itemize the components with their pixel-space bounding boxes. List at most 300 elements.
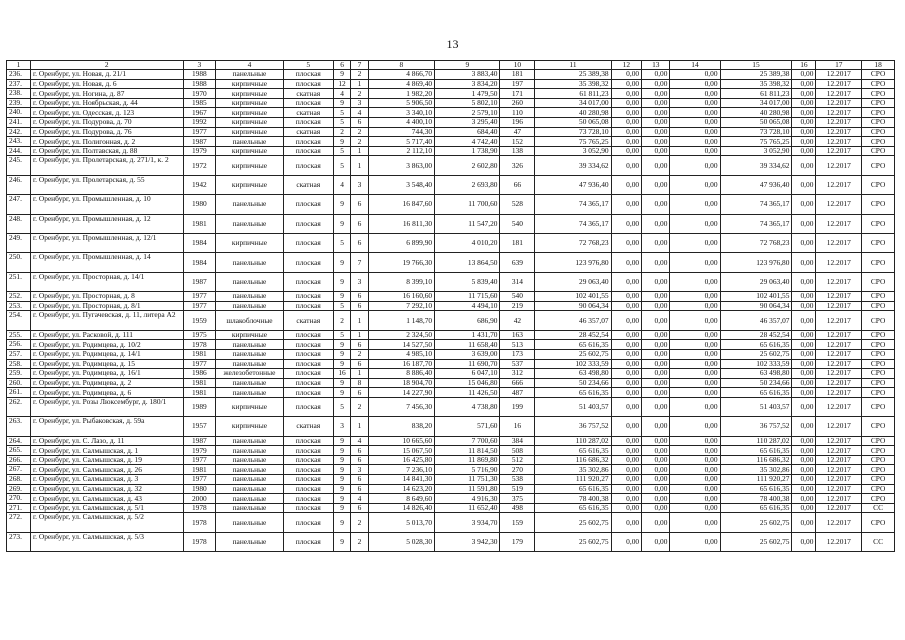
- table-cell: 0,00: [792, 311, 816, 330]
- table-cell: 75 765,25: [535, 137, 611, 147]
- table-cell: 0,00: [611, 359, 642, 369]
- address-cell: г. Оренбург, ул. Новая, д. 6: [30, 79, 183, 89]
- table-cell: 1981: [183, 349, 216, 359]
- table-cell: 0,00: [670, 388, 720, 398]
- table-cell: 0,00: [670, 89, 720, 99]
- row-number-cell: 249.: [7, 234, 31, 253]
- table-cell: 5: [333, 330, 350, 340]
- table-cell: 1977: [183, 475, 216, 485]
- table-cell: панельные: [216, 359, 284, 369]
- table-cell: 25 602,75: [720, 349, 792, 359]
- table-row: [7, 195, 895, 214]
- table-cell: железобетонные: [216, 369, 284, 379]
- table-cell: 0,00: [611, 214, 642, 233]
- table-cell: 11 814,50: [435, 446, 500, 456]
- table-cell: 0,00: [642, 137, 670, 147]
- table-cell: 4: [351, 494, 368, 504]
- table-cell: 9: [333, 436, 350, 446]
- table-cell: 0,00: [642, 70, 670, 80]
- table-cell: СРО: [862, 349, 895, 359]
- table-cell: 0,00: [611, 465, 642, 475]
- table-cell: 0,00: [670, 146, 720, 156]
- table-cell: 639: [500, 253, 535, 272]
- table-cell: 12.2017: [816, 436, 862, 446]
- table-cell: 0,00: [792, 340, 816, 350]
- table-cell: 25 389,38: [720, 70, 792, 80]
- table-cell: СРО: [862, 465, 895, 475]
- table-cell: панельные: [216, 253, 284, 272]
- table-cell: 219: [500, 301, 535, 311]
- address-cell: г. Оренбург, ул. Пролетарская, д. 271/1, к. 2: [30, 156, 183, 175]
- table-cell: 0,00: [792, 272, 816, 291]
- table-cell: 2: [351, 70, 368, 80]
- table-cell: 2 579,10: [435, 108, 500, 118]
- table-cell: 6: [351, 340, 368, 350]
- table-cell: 11 652,40: [435, 503, 500, 513]
- table-cell: плоская: [283, 70, 333, 80]
- table-cell: 25 602,75: [535, 532, 611, 551]
- table-cell: 123 976,80: [535, 253, 611, 272]
- table-cell: 12.2017: [816, 118, 862, 128]
- table-cell: 1 982,20: [368, 89, 434, 99]
- table-row: [7, 369, 895, 379]
- table-cell: 116 686,32: [535, 455, 611, 465]
- table-cell: 0,00: [670, 513, 720, 532]
- table-row: [7, 214, 895, 233]
- table-cell: 519: [500, 484, 535, 494]
- table-cell: СРО: [862, 292, 895, 302]
- table-cell: 10 665,60: [368, 436, 434, 446]
- table-cell: плоская: [283, 378, 333, 388]
- row-number-cell: 248.: [7, 214, 31, 233]
- table-cell: 2 324,50: [368, 330, 434, 340]
- table-cell: 12.2017: [816, 301, 862, 311]
- table-cell: 6: [351, 484, 368, 494]
- table-cell: 11 658,40: [435, 340, 500, 350]
- table-cell: 0,00: [642, 311, 670, 330]
- table-cell: 0,00: [670, 378, 720, 388]
- table-cell: 3 548,40: [368, 175, 434, 194]
- table-cell: СРО: [862, 175, 895, 194]
- table-cell: 0,00: [792, 446, 816, 456]
- table-cell: 12.2017: [816, 127, 862, 137]
- table-cell: 270: [500, 465, 535, 475]
- table-cell: 0,00: [792, 98, 816, 108]
- table-cell: 0,00: [670, 175, 720, 194]
- address-cell: г. Оренбург, ул. Рыбаковская, д. 59а: [30, 417, 183, 436]
- table-cell: плоская: [283, 330, 333, 340]
- table-cell: 0,00: [642, 446, 670, 456]
- table-cell: 2 693,80: [435, 175, 500, 194]
- table-cell: 29 063,40: [720, 272, 792, 291]
- table-cell: 12.2017: [816, 272, 862, 291]
- table-cell: 9: [333, 388, 350, 398]
- table-cell: 0,00: [792, 475, 816, 485]
- table-cell: 12.2017: [816, 311, 862, 330]
- table-row: [7, 272, 895, 291]
- address-cell: г. Оренбург, ул. Салмышская, д. 32: [30, 484, 183, 494]
- table-cell: 28 452,54: [720, 330, 792, 340]
- table-cell: 0,00: [642, 388, 670, 398]
- table-cell: 171: [500, 89, 535, 99]
- table-cell: 9: [333, 378, 350, 388]
- table-cell: 8 649,60: [368, 494, 434, 504]
- table-cell: 0,00: [670, 137, 720, 147]
- table-cell: 3 052,90: [720, 146, 792, 156]
- row-number-cell: 265.: [7, 446, 31, 456]
- table-cell: 9: [333, 359, 350, 369]
- table-cell: 4 742,40: [435, 137, 500, 147]
- table-cell: СРО: [862, 494, 895, 504]
- table-cell: 159: [500, 513, 535, 532]
- table-cell: плоская: [283, 494, 333, 504]
- table-cell: 74 365,17: [535, 214, 611, 233]
- row-number-cell: 252.: [7, 292, 31, 302]
- table-cell: панельные: [216, 532, 284, 551]
- table-cell: 16 847,60: [368, 195, 434, 214]
- table-cell: 15 067,50: [368, 446, 434, 456]
- row-number-cell: 240.: [7, 108, 31, 118]
- table-row: [7, 79, 895, 89]
- table-cell: 102 401,55: [535, 292, 611, 302]
- column-number-row: [7, 61, 895, 70]
- table-cell: панельные: [216, 446, 284, 456]
- table-cell: 40 280,98: [535, 108, 611, 118]
- table-cell: 0,00: [670, 484, 720, 494]
- table-cell: 29 063,40: [535, 272, 611, 291]
- table-cell: 4: [333, 175, 350, 194]
- table-cell: 0,00: [642, 146, 670, 156]
- table-cell: 3 340,10: [368, 108, 434, 118]
- table-cell: 12.2017: [816, 253, 862, 272]
- table-cell: 1: [351, 146, 368, 156]
- table-cell: 47 936,40: [535, 175, 611, 194]
- table-cell: 0,00: [670, 417, 720, 436]
- table-cell: 2: [351, 349, 368, 359]
- table-cell: 66: [500, 175, 535, 194]
- table-cell: панельные: [216, 272, 284, 291]
- table-cell: 0,00: [611, 301, 642, 311]
- table-cell: 0,00: [642, 108, 670, 118]
- table-cell: 314: [500, 272, 535, 291]
- table-cell: 51 403,57: [535, 397, 611, 416]
- table-cell: 111 920,27: [720, 475, 792, 485]
- table-cell: 9: [333, 503, 350, 513]
- table-cell: 9: [333, 195, 350, 214]
- table-cell: 12.2017: [816, 455, 862, 465]
- table-cell: 6: [351, 388, 368, 398]
- table-cell: 0,00: [792, 455, 816, 465]
- table-cell: СРО: [862, 436, 895, 446]
- table-cell: плоская: [283, 137, 333, 147]
- table-cell: кирпичные: [216, 146, 284, 156]
- row-number-cell: 264.: [7, 436, 31, 446]
- table-cell: 25 389,38: [535, 70, 611, 80]
- table-cell: 0,00: [642, 378, 670, 388]
- address-cell: г. Оренбург, ул. Подурова, д. 76: [30, 127, 183, 137]
- table-cell: панельные: [216, 455, 284, 465]
- table-cell: 0,00: [611, 532, 642, 551]
- table-cell: 540: [500, 292, 535, 302]
- table-cell: 0,00: [792, 494, 816, 504]
- table-cell: 61 811,23: [535, 89, 611, 99]
- table-cell: кирпичные: [216, 175, 284, 194]
- table-cell: плоская: [283, 455, 333, 465]
- table-cell: 1989: [183, 397, 216, 416]
- table-cell: 3 834,20: [435, 79, 500, 89]
- address-cell: г. Оренбург, ул. Ногина, д. 87: [30, 89, 183, 99]
- table-cell: СРО: [862, 330, 895, 340]
- table-cell: 0,00: [670, 272, 720, 291]
- table-row: [7, 253, 895, 272]
- table-cell: 2: [333, 311, 350, 330]
- table-cell: 1988: [183, 70, 216, 80]
- table-cell: 0,00: [792, 369, 816, 379]
- table-cell: СРО: [862, 127, 895, 137]
- table-cell: 65 616,35: [535, 340, 611, 350]
- table-cell: 14 841,30: [368, 475, 434, 485]
- address-cell: г. Оренбург, ул. Пролетарская, д. 55: [30, 175, 183, 194]
- table-cell: 1959: [183, 311, 216, 330]
- table-cell: 3: [333, 417, 350, 436]
- table-cell: 0,00: [670, 349, 720, 359]
- table-cell: плоская: [283, 146, 333, 156]
- table-cell: 12.2017: [816, 234, 862, 253]
- table-cell: 0,00: [670, 234, 720, 253]
- table-cell: 6: [351, 359, 368, 369]
- table-cell: 0,00: [792, 118, 816, 128]
- table-cell: СРО: [862, 118, 895, 128]
- table-cell: 0,00: [670, 330, 720, 340]
- table-row: [7, 446, 895, 456]
- table-cell: скатная: [283, 417, 333, 436]
- table-cell: 0,00: [611, 292, 642, 302]
- table-cell: 25 602,75: [720, 513, 792, 532]
- table-cell: 1977: [183, 359, 216, 369]
- table-cell: 0,00: [670, 156, 720, 175]
- table-cell: 25 602,75: [535, 349, 611, 359]
- table-cell: 11 751,30: [435, 475, 500, 485]
- table-cell: панельные: [216, 484, 284, 494]
- table-row: [7, 417, 895, 436]
- table-cell: 2: [351, 532, 368, 551]
- table-cell: 12.2017: [816, 98, 862, 108]
- table-row: [7, 465, 895, 475]
- table-cell: 0,00: [611, 175, 642, 194]
- table-cell: 0,00: [611, 253, 642, 272]
- table-cell: 0,00: [792, 532, 816, 551]
- table-cell: 42: [500, 311, 535, 330]
- table-cell: 65 616,35: [720, 503, 792, 513]
- table-cell: 0,00: [792, 330, 816, 340]
- table-cell: 0,00: [792, 137, 816, 147]
- table-cell: 8 399,10: [368, 272, 434, 291]
- table-cell: 5 839,40: [435, 272, 500, 291]
- table-cell: 6: [351, 446, 368, 456]
- table-row: [7, 494, 895, 504]
- table-cell: 0,00: [642, 484, 670, 494]
- table-cell: плоская: [283, 292, 333, 302]
- table-cell: 5: [333, 234, 350, 253]
- table-cell: 138: [500, 146, 535, 156]
- table-cell: 1 479,50: [435, 89, 500, 99]
- table-cell: 8: [351, 378, 368, 388]
- table-cell: 8 886,40: [368, 369, 434, 379]
- column-number: 2: [30, 61, 183, 70]
- table-cell: плоская: [283, 214, 333, 233]
- address-cell: г. Оренбург, ул. Родимцева, д. 10/2: [30, 340, 183, 350]
- table-cell: 46 357,07: [720, 311, 792, 330]
- table-cell: 0,00: [611, 494, 642, 504]
- table-cell: 0,00: [611, 330, 642, 340]
- table-cell: 4 738,80: [435, 397, 500, 416]
- column-number: 14: [670, 61, 720, 70]
- table-cell: 1977: [183, 455, 216, 465]
- table-cell: 12.2017: [816, 330, 862, 340]
- table-cell: 1942: [183, 175, 216, 194]
- table-cell: 0,00: [670, 436, 720, 446]
- table-row: [7, 137, 895, 147]
- table-cell: 0,00: [611, 475, 642, 485]
- table-cell: панельные: [216, 137, 284, 147]
- table-cell: 15 046,80: [435, 378, 500, 388]
- table-cell: 12.2017: [816, 465, 862, 475]
- table-cell: плоская: [283, 532, 333, 551]
- table-cell: 9: [333, 513, 350, 532]
- row-number-cell: 257.: [7, 349, 31, 359]
- table-cell: 9: [333, 484, 350, 494]
- address-cell: г. Оренбург, ул. Просторная, д. 8: [30, 292, 183, 302]
- table-cell: плоская: [283, 465, 333, 475]
- table-cell: 12.2017: [816, 397, 862, 416]
- table-cell: 0,00: [670, 70, 720, 80]
- table-cell: 74 365,17: [720, 214, 792, 233]
- table-cell: 512: [500, 455, 535, 465]
- table-cell: 3 942,30: [435, 532, 500, 551]
- table-row: [7, 349, 895, 359]
- table-cell: 12.2017: [816, 195, 862, 214]
- table-cell: 0,00: [642, 89, 670, 99]
- table-row: [7, 532, 895, 551]
- table-cell: 0,00: [792, 253, 816, 272]
- table-cell: 65 616,35: [535, 503, 611, 513]
- table-cell: 1979: [183, 146, 216, 156]
- table-cell: 11 700,60: [435, 195, 500, 214]
- table-cell: 0,00: [611, 98, 642, 108]
- row-number-cell: 242.: [7, 127, 31, 137]
- table-cell: кирпичные: [216, 79, 284, 89]
- table-cell: 5 802,10: [435, 98, 500, 108]
- table-cell: 11 426,50: [435, 388, 500, 398]
- table-cell: 40 280,98: [720, 108, 792, 118]
- table-cell: 3 639,00: [435, 349, 500, 359]
- table-cell: кирпичные: [216, 417, 284, 436]
- table-cell: 7 292,10: [368, 301, 434, 311]
- table-cell: 12.2017: [816, 417, 862, 436]
- table-cell: 1985: [183, 98, 216, 108]
- table-cell: панельные: [216, 340, 284, 350]
- table-cell: 0,00: [670, 301, 720, 311]
- table-cell: 0,00: [792, 503, 816, 513]
- table-cell: 537: [500, 359, 535, 369]
- table-cell: 4 494,10: [435, 301, 500, 311]
- table-row: [7, 311, 895, 330]
- table-cell: 1984: [183, 253, 216, 272]
- table-row: [7, 330, 895, 340]
- table-cell: 173: [500, 349, 535, 359]
- table-cell: СРО: [862, 369, 895, 379]
- table-cell: 34 017,00: [535, 98, 611, 108]
- table-cell: 3: [351, 175, 368, 194]
- table-cell: 0,00: [642, 513, 670, 532]
- row-number-cell: 236.: [7, 70, 31, 80]
- table-cell: скатная: [283, 175, 333, 194]
- table-cell: 0,00: [642, 397, 670, 416]
- table-cell: 78 400,38: [535, 494, 611, 504]
- table-cell: 0,00: [670, 475, 720, 485]
- row-number-cell: 245.: [7, 156, 31, 175]
- table-cell: 0,00: [611, 369, 642, 379]
- address-cell: г. Оренбург, ул. Салмышская, д. 19: [30, 455, 183, 465]
- table-cell: 528: [500, 195, 535, 214]
- table-cell: 90 064,34: [720, 301, 792, 311]
- table-cell: 163: [500, 330, 535, 340]
- table-cell: 12.2017: [816, 494, 862, 504]
- table-cell: 0,00: [611, 417, 642, 436]
- column-number: 17: [816, 61, 862, 70]
- table-cell: 513: [500, 340, 535, 350]
- table-cell: 0,00: [611, 436, 642, 446]
- table-cell: 50 234,66: [720, 378, 792, 388]
- row-number-cell: 258.: [7, 359, 31, 369]
- table-cell: 50 065,08: [720, 118, 792, 128]
- address-cell: г. Оренбург, ул. Полигонная, д. 2: [30, 137, 183, 147]
- table-cell: 0,00: [642, 340, 670, 350]
- table-cell: 90 064,34: [535, 301, 611, 311]
- table-cell: 12.2017: [816, 79, 862, 89]
- table-cell: СРО: [862, 388, 895, 398]
- table-cell: 0,00: [670, 494, 720, 504]
- table-cell: 12.2017: [816, 146, 862, 156]
- table-cell: 0,00: [642, 214, 670, 233]
- column-number: 12: [611, 61, 642, 70]
- table-cell: 5: [333, 108, 350, 118]
- table-cell: 9: [333, 137, 350, 147]
- table-row: [7, 89, 895, 99]
- table-cell: 0,00: [611, 70, 642, 80]
- table-cell: 498: [500, 503, 535, 513]
- table-cell: СРО: [862, 446, 895, 456]
- row-number-cell: 237.: [7, 79, 31, 89]
- table-cell: 12.2017: [816, 388, 862, 398]
- row-number-cell: 254.: [7, 311, 31, 330]
- table-cell: 11 690,70: [435, 359, 500, 369]
- table-cell: 0,00: [611, 503, 642, 513]
- table-cell: 4 869,40: [368, 79, 434, 89]
- table-row: [7, 108, 895, 118]
- table-cell: 12.2017: [816, 214, 862, 233]
- table-cell: 5: [333, 301, 350, 311]
- table-cell: 0,00: [642, 349, 670, 359]
- table-cell: СРО: [862, 311, 895, 330]
- table-cell: 36 757,52: [720, 417, 792, 436]
- table-row: [7, 70, 895, 80]
- table-cell: 2: [351, 513, 368, 532]
- table-cell: скатная: [283, 311, 333, 330]
- table-cell: 0,00: [792, 388, 816, 398]
- row-number-cell: 241.: [7, 118, 31, 128]
- column-number: 1: [7, 61, 31, 70]
